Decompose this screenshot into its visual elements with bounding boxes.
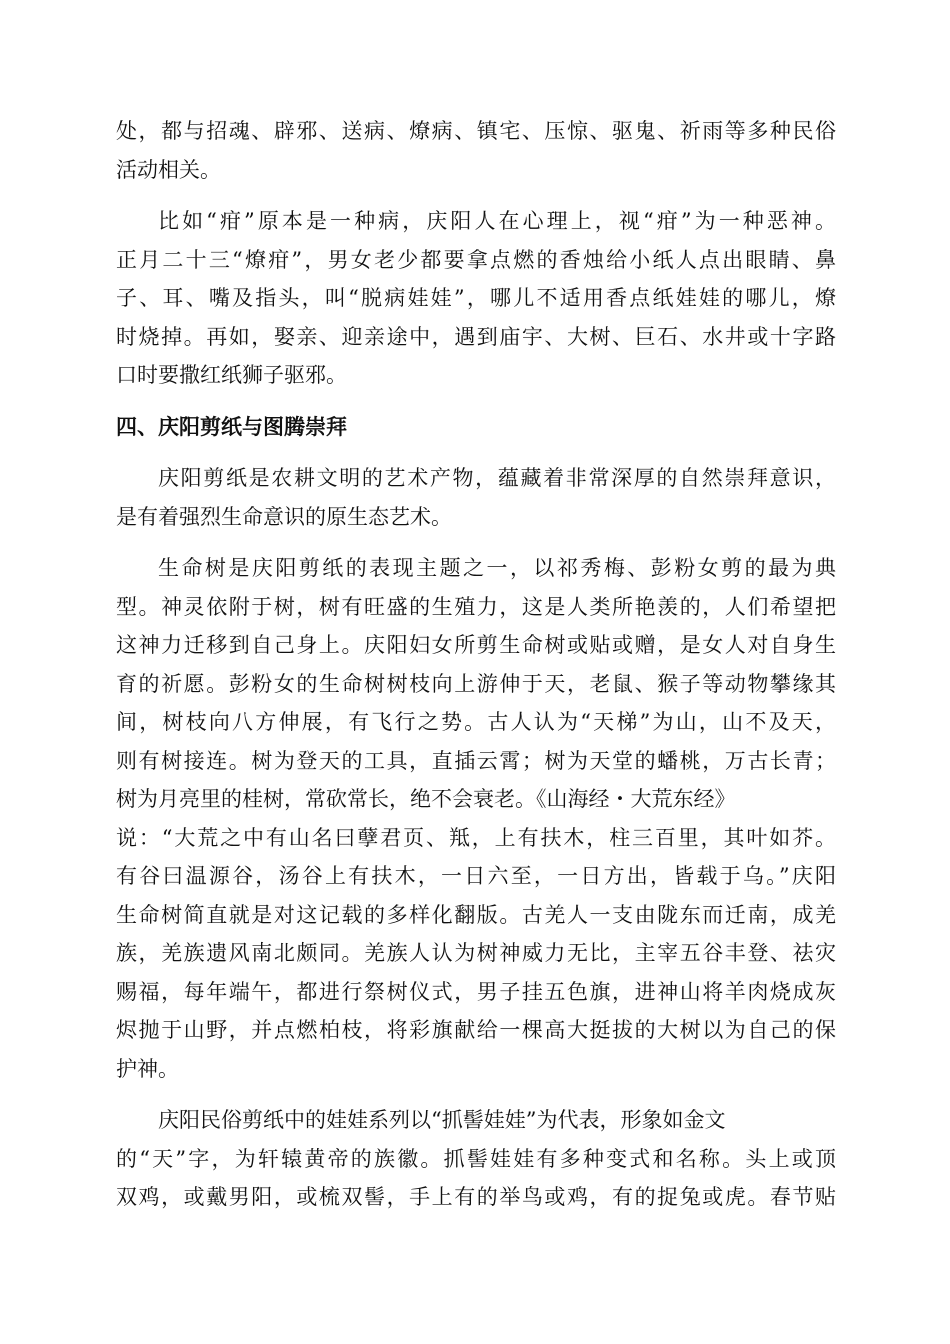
paragraph-folk-activities <box>116 112 836 189</box>
text-line: 树为月亮里的桂树，常砍常长，绝不会衰老。《山海经・大荒东经》 <box>116 787 736 811</box>
text-line: 庆阳民俗剪纸中的娃娃系列以“抓髻娃娃”为代表，形象如金文 <box>158 1108 726 1132</box>
paragraph-gan-example <box>116 202 836 395</box>
section-heading: 四、庆阳剪纸与图腾崇拜 <box>116 414 347 439</box>
paragraph-gap <box>116 536 836 549</box>
paragraph-doll-series <box>116 1101 836 1217</box>
text-line: 比如“疳”原本是一种病，庆阳人在心理上，视“疳”为一种恶神。 <box>158 209 836 233</box>
text-line: 这神力迁移到自己身上。庆阳妇女所剪生命树或贴或赠，是女人对自身生 <box>116 633 836 657</box>
text-line: 烬抛于山野，并点燃柏枝，将彩旗献给一棵高大挺拔的大树以为自己的保 <box>116 1018 836 1042</box>
paragraph-gap <box>116 189 836 202</box>
text-line: 型。神灵依附于树，树有旺盛的生殖力，这是人类所艳羡的，人们希望把 <box>116 594 836 619</box>
text-line: 时烧掉。再如，娶亲、迎亲途中，遇到庙宇、大树、巨石、水井或十字路 <box>116 324 836 349</box>
text-line: 说：“大荒之中有山名曰孽君页、羝，上有扶木，柱三百里，其叶如芥。 <box>116 825 836 850</box>
text-line: 有谷曰温源谷，汤谷上有扶木，一日六至，一日方出，皆载于乌。”庆阳 <box>116 864 836 888</box>
text-line: 庆阳剪纸是农耕文明的艺术产物，蕴藏着非常深厚的自然崇拜意识， <box>158 466 836 490</box>
paragraph-paper-cut-intro <box>116 459 836 536</box>
paragraph-gap <box>116 446 836 459</box>
document-page <box>116 112 836 1217</box>
text-line: 处，都与招魂、辟邪、送病、燎病、镇宅、压惊、驱鬼、祈雨等多种民俗 <box>116 119 836 143</box>
text-line: 育的祈愿。彭粉女的生命树树枝向上游伸于天，老鼠、猴子等动物攀缘其 <box>116 671 836 696</box>
text-line: 则有树接连。树为登天的工具，直插云霄；树为天堂的蟠桃，万古长青； <box>116 748 836 773</box>
text-line: 双鸡，或戴男阳，或梳双髻，手上有的举鸟或鸡，有的捉兔或虎。春节贴 <box>116 1185 836 1209</box>
text-line: 的“天”字，为轩辕黄帝的族徽。抓髻娃娃有多种变式和名称。头上或顶 <box>116 1146 836 1171</box>
paragraph-tree-of-life <box>116 549 836 1088</box>
text-line: 子、耳、嘴及指头，叫“脱病娃娃”，哪儿不适用香点纸娃娃的哪儿，燎 <box>116 286 836 310</box>
text-line: 护神。 <box>116 1056 179 1081</box>
text-line: 口时要撒红纸狮子驱邪。 <box>116 363 347 387</box>
text-line: 活动相关。 <box>116 157 221 182</box>
paragraph-gap <box>116 395 836 408</box>
paragraph-gap <box>116 1088 836 1101</box>
text-line: 族，羌族遗风南北颇同。羌族人认为树神威力无比，主宰五谷丰登、祛灾 <box>116 941 836 965</box>
text-line: 正月二十三“燎疳”，男女老少都要拿点燃的香烛给小纸人点出眼睛、鼻 <box>116 247 836 272</box>
text-line: 是有着强烈生命意识的原生态艺术。 <box>116 504 452 529</box>
text-line: 间，树枝向八方伸展，有飞行之势。古人认为“天梯”为山，山不及天， <box>116 710 836 734</box>
text-line: 生命树简直就是对这记载的多样化翻版。古羌人一支由陇东而迁南，成羌 <box>116 902 836 927</box>
text-line: 生命树是庆阳剪纸的表现主题之一，以祁秀梅、彭粉女剪的最为典 <box>158 556 836 580</box>
text-line: 赐福，每年端午，都进行祭树仪式，男子挂五色旗，进神山将羊肉烧成灰 <box>116 979 836 1004</box>
